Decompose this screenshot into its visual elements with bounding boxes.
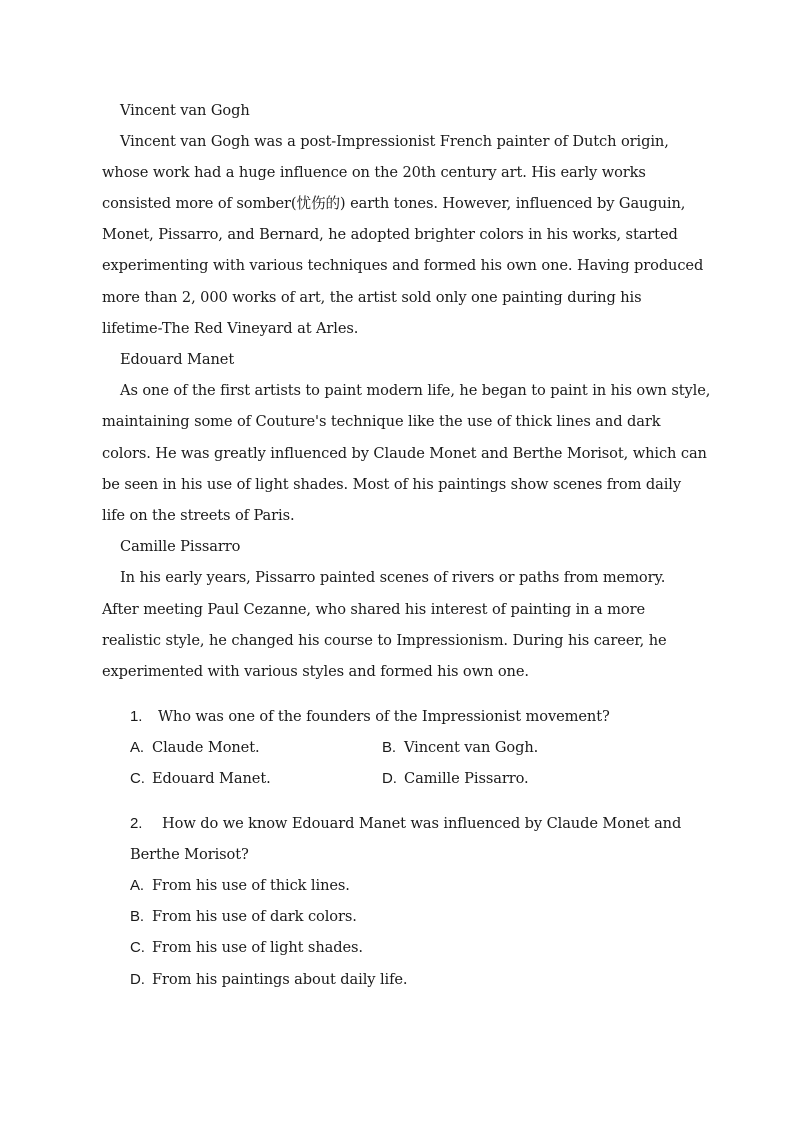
option-letter: A.	[130, 877, 144, 894]
paragraph-line: realistic style, he changed his course to Impressionism. During his career, he	[102, 632, 667, 649]
paragraph-line: As one of the first artists to paint modern life, he began to paint in his own style,	[120, 382, 711, 399]
option-1b[interactable]	[382, 738, 538, 758]
option-text: From his paintings about daily life.	[152, 971, 408, 988]
paragraph-line: Monet, Pissarro, and Bernard, he adopted brighter colors in his works, started	[102, 226, 678, 243]
paragraph-line: experimented with various styles and formed his own one.	[102, 663, 529, 680]
paragraph-line: maintaining some of Couture's technique like the use of thick lines and dark	[102, 413, 661, 430]
option-text: From his use of light shades.	[152, 939, 363, 956]
question-2-continuation: Berthe Morisot?	[130, 846, 249, 863]
question-number: 1.	[130, 708, 143, 725]
option-letter: A.	[130, 739, 144, 756]
option-1a[interactable]	[130, 738, 260, 758]
paragraph-line: colors. He was greatly influenced by Claude Monet and Berthe Morisot, which can	[102, 445, 707, 462]
section-title-van-gogh: Vincent van Gogh	[120, 102, 250, 119]
question-number: 2.	[130, 815, 143, 832]
paragraph-line: more than 2, 000 works of art, the artist sold only one painting during his	[102, 289, 642, 306]
option-2a[interactable]	[130, 876, 350, 896]
question-2	[130, 814, 681, 834]
paragraph-line: After meeting Paul Cezanne, who shared his interest of painting in a more	[102, 601, 645, 618]
question-text: Who was one of the founders of the Impressionist movement?	[158, 708, 610, 725]
paragraph-line: Vincent van Gogh was a post-Impressionist French painter of Dutch origin,	[120, 133, 669, 150]
section-title-manet: Edouard Manet	[120, 351, 235, 368]
paragraph-line: whose work had a huge influence on the 20th century art. His early works	[102, 164, 646, 181]
paragraph-line: experimenting with various techniques and formed his own one. Having produced	[102, 257, 704, 274]
option-2b[interactable]	[130, 907, 357, 927]
option-text: Vincent van Gogh.	[404, 739, 539, 756]
paragraph-line: lifetime-The Red Vineyard at Arles.	[102, 320, 359, 337]
section-title-pissarro: Camille Pissarro	[120, 538, 241, 555]
paragraph-line: be seen in his use of light shades. Most of his paintings show scenes from daily	[102, 476, 682, 493]
question-1	[130, 707, 610, 727]
option-letter: C.	[130, 770, 145, 787]
option-text: Claude Monet.	[152, 739, 260, 756]
option-text: Edouard Manet.	[152, 770, 271, 787]
option-letter: C.	[130, 939, 145, 956]
question-text: How do we know Edouard Manet was influenced by Claude Monet and	[162, 815, 682, 832]
option-1d[interactable]	[382, 769, 529, 789]
option-2c[interactable]	[130, 938, 363, 958]
paragraph-line: life on the streets of Paris.	[102, 507, 295, 524]
option-letter: B.	[130, 908, 144, 925]
option-text: From his use of thick lines.	[152, 877, 350, 894]
paragraph-line: consisted more of somber(忧伤的) earth tones. However, influenced by Gauguin,	[102, 195, 686, 212]
option-letter: D.	[130, 971, 145, 988]
option-2d[interactable]	[130, 970, 407, 990]
option-text: From his use of dark colors.	[152, 908, 357, 925]
option-1c[interactable]	[130, 769, 271, 789]
option-text: Camille Pissarro.	[404, 770, 529, 787]
option-letter: B.	[382, 739, 396, 756]
paragraph-line: In his early years, Pissarro painted scenes of rivers or paths from memory.	[120, 569, 666, 586]
option-letter: D.	[382, 770, 397, 787]
